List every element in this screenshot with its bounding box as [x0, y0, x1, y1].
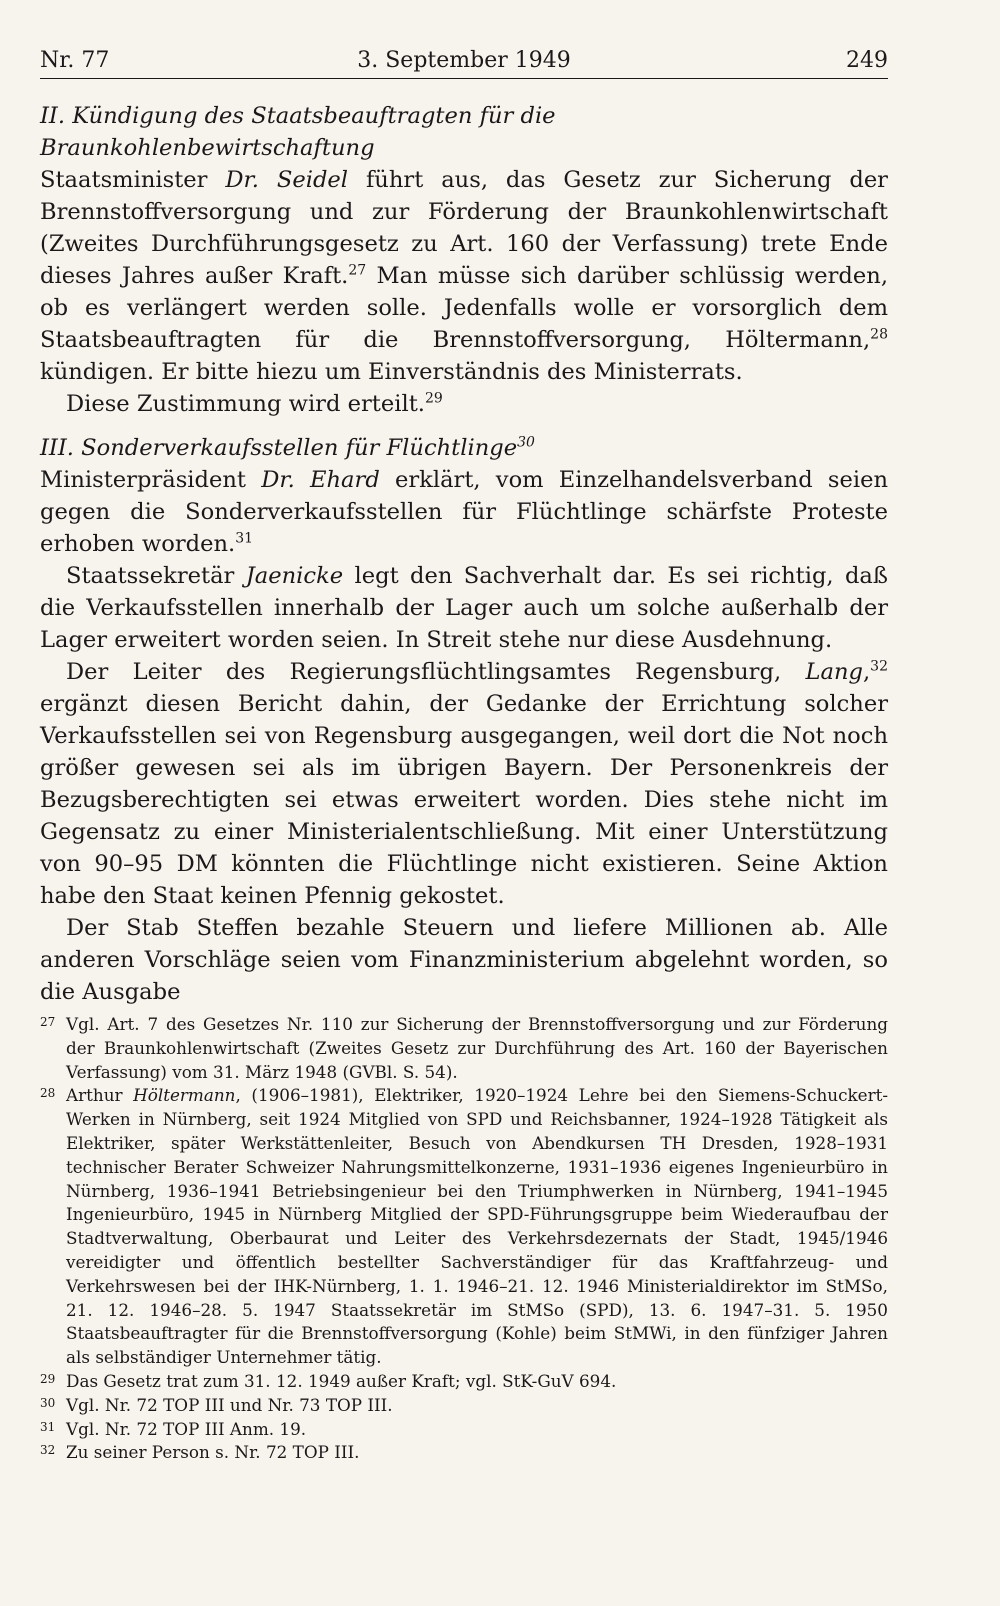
footnote-text: Vgl. Art. 7 des Gesetzes Nr. 110 zur Sicherung der Brennstoffversorgung und zur Förderung der Braunkohlenwirtschaft (Zweites Gesetz zur Durchführung des Art. 160 der Bayerischen Verfassung) vom 31. März 1948 (GVBl. S. 54). — [66, 1014, 888, 1082]
text-run: legt den Sachverhalt dar. Es sei richtig, daß die Verkaufsstellen innerhalb der Lager auch um solche außerhalb der Lager erweitert worden seien. In Streit stehe nur diese Ausdehnung. — [40, 563, 888, 653]
footnote-ref: 27 — [348, 262, 367, 279]
footnote-ref: 31 — [235, 530, 254, 547]
footnote-text: , (1906–1981), Elektriker, 1920–1924 Lehre bei den Siemens-Schuckert-Werken in Nürnberg, seit 1924 Mitglied von SPD und Reichsbanner, 1924–1928 Tätigkeit als Elektriker, später Werkstättenleiter, Besuch von Abendkursen TH Dresden, 1928–1931 technischer Berater Schweizer Nahrungsmittelkonzerne, 1931–1936 eigenes Ingenieurbüro in Nürnberg, 1936–1941 Betriebsingenieur bei den Triumphwerken in Nürnberg, 1941–1945 Ingenieurbüro, 1945 in Nürnberg Mitglied der SPD-Führungsgruppe beim Wiederaufbau der Stadtverwaltung, Oberbaurat und Leiter des Verkehrsdezernats der Stadt, 1945/1946 vereidigter und öffentlich bestellter Sachverständiger für das Kraftfahrzeug- und Verkehrswesen bei der IHK-Nürnberg, 1. 1. 1946–21. 12. 1946 Ministerialdirektor im StMSo, 21. 12. 1946–28. 5. 1947 Staatssekretär im StMSo (SPD), 13. 6. 1947–31. 5. 1950 Staatsbeauftragter für die Brennstoffversorgung (Kohle) beim StMWi, in den fünfziger Jahren als selbständiger Unternehmer tätig. — [66, 1085, 889, 1368]
footnote — [40, 1418, 888, 1442]
footnote — [40, 1013, 888, 1084]
footnote-text: Zu seiner Person s. Nr. 72 TOP III. — [66, 1442, 360, 1463]
person-name: Dr. Ehard — [261, 467, 380, 493]
paragraph — [40, 560, 888, 656]
text-run: ergänzt diesen Bericht dahin, der Gedanke der Errichtung solcher Verkaufsstellen sei von Regensburg ausgegangen, weil dort die Not noch größer gewesen sei als im übrigen Bayern. Der Personenkreis der Bezugsberechtigten sei etwas erweitert worden. Dies stehe nicht im Gegensatz zu einer Ministerialentschließung. Mit einer Unterstützung von 90–95 DM könnten die Flüchtlinge nicht existieren. Seine Aktion habe den Staat keinen Pfennig gekostet. — [40, 691, 888, 909]
section-heading-iii — [40, 432, 888, 464]
text-run: kündigen. Er bitte hiezu um Einverständnis des Ministerrats. — [40, 359, 743, 385]
document-number: Nr. 77 — [40, 48, 110, 73]
footnote-number: 31 — [40, 1419, 56, 1434]
footnote-ref: 32 — [870, 658, 888, 675]
footnote — [40, 1394, 888, 1418]
person-name: Jaenicke — [245, 563, 344, 589]
header-rule — [40, 78, 888, 79]
paragraph — [40, 388, 888, 420]
text-run: erklärt, vom Einzelhandelsverband seien gegen die Sonderverkaufsstellen für Flüchtlinge schärfste Proteste erhoben worden. — [40, 467, 888, 557]
footnote-number: 27 — [40, 1015, 56, 1029]
footnote — [40, 1441, 888, 1465]
text-run: Staatsminister — [40, 167, 226, 193]
text-run: Man müsse sich darüber schlüssig werden, ob es verlängert werden solle. Jedenfalls wolle er vorsorglich dem Staatsbeauftragten für die Brennstoffversorgung, Höltermann, — [40, 263, 889, 353]
paragraph — [40, 164, 888, 388]
text-run: Staatssekretär — [66, 563, 246, 589]
section-heading-ii: II. Kündigung des Staatsbeauftragten für die Braunkohlenbewirtschaftung — [40, 103, 556, 161]
person-name: Höltermann — [133, 1085, 236, 1106]
person-name: Lang — [805, 659, 863, 685]
paragraph — [40, 464, 888, 560]
text-run: Ministerpräsident — [40, 467, 262, 493]
footnote-number: 32 — [40, 1443, 56, 1458]
footnote-text: Arthur — [66, 1085, 134, 1106]
heading-text: III. Sonderverkaufsstellen für Flüchtlinge — [40, 435, 518, 461]
footnote-ref: 28 — [870, 326, 888, 343]
text-run: Diese Zustimmung wird erteilt. — [66, 391, 425, 417]
text-run: Der Leiter des Regierungsflüchtlingsamtes Regensburg, — [66, 659, 806, 685]
footnote-number: 29 — [40, 1371, 56, 1386]
footnote-number: 30 — [40, 1395, 56, 1410]
header-date: 3. September 1949 — [357, 48, 571, 73]
footnotes — [40, 1013, 888, 1465]
footnote-text: Vgl. Nr. 72 TOP III und Nr. 73 TOP III. — [66, 1394, 393, 1415]
text-run: Der Stab Steffen bezahle Steuern und liefere Millionen ab. Alle anderen Vorschläge seien vom Finanzministerium abgelehnt worden, so die Ausgabe — [40, 915, 888, 1005]
person-name: Dr. Seidel — [225, 167, 349, 193]
footnote-ref: 30 — [517, 434, 535, 451]
page-number: 249 — [846, 48, 888, 73]
footnote — [40, 1084, 888, 1370]
footnote-text: Vgl. Nr. 72 TOP III Anm. 19. — [66, 1418, 307, 1439]
footnote-ref: 29 — [424, 390, 443, 407]
main-text — [40, 100, 888, 1008]
text-run: , — [862, 659, 871, 685]
footnote — [40, 1370, 888, 1394]
text-run: führt aus, das Gesetz zur Sicherung der Brennstoffversorgung und zur Förderung der Braunkohlenwirtschaft (Zweites Durchführungsgesetz zu Art. 160 der Verfassung) trete Ende dieses Jahres außer Kraft. — [40, 167, 888, 289]
paragraph — [40, 912, 888, 1008]
footnote-number: 28 — [40, 1086, 56, 1101]
paragraph — [40, 656, 888, 912]
footnote-text: Das Gesetz trat zum 31. 12. 1949 außer Kraft; vgl. StK-GuV 694. — [66, 1370, 617, 1391]
running-header — [40, 44, 888, 78]
